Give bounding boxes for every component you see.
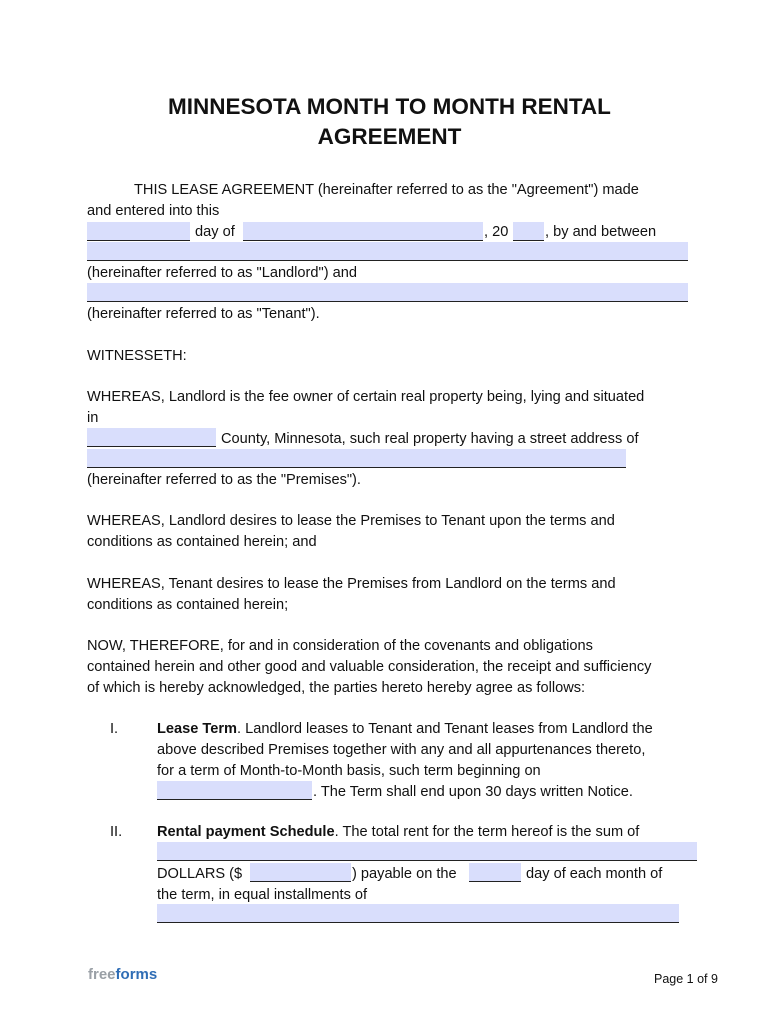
street-address-field[interactable] — [87, 449, 626, 468]
section-text: . The total rent for the term hereof is the sum of — [334, 824, 640, 840]
landlord-name-field[interactable] — [87, 242, 688, 261]
section-text: . The Term shall end upon 30 days written Notice. — [313, 784, 633, 800]
section-text: . Landlord leases to Tenant and Tenant leases from Landlord the — [237, 721, 653, 737]
whereas-text: WHEREAS, Landlord desires to lease the Premises to Tenant upon the terms and — [87, 513, 615, 529]
year-prefix-label: , 20 — [484, 224, 509, 240]
total-rent-amount-field[interactable] — [250, 863, 351, 882]
now-therefore-text: of which is hereby acknowledged, the parties hereto hereby agree as follows: — [87, 680, 586, 696]
lease-start-date-field[interactable] — [157, 781, 312, 800]
section-heading: Rental payment Schedule — [157, 824, 335, 840]
tenant-ref-text: (hereinafter referred to as "Tenant"). — [87, 306, 320, 322]
premises-ref-text: (hereinafter referred to as the "Premises"). — [87, 472, 361, 488]
dollars-label: DOLLARS ($ — [157, 866, 243, 882]
page-title: MINNESOTA MONTH TO MONTH RENTAL — [168, 94, 611, 119]
page-number: Page 1 of 9 — [654, 972, 718, 986]
day-of-label: day of — [195, 224, 235, 240]
intro-text: and entered into this — [87, 203, 220, 219]
county-text: County, Minnesota, such real property having a street address of — [221, 431, 639, 447]
whereas-text: WHEREAS, Tenant desires to lease the Premises from Landlord on the terms and — [87, 576, 616, 592]
now-therefore-text: contained herein and other good and valuable consideration, the receipt and sufficiency — [87, 659, 652, 675]
section-number: II. — [110, 824, 123, 840]
whereas-text: conditions as contained herein; — [87, 597, 289, 613]
intro-text: THIS LEASE AGREEMENT (hereinafter referred to as the "Agreement") made — [134, 182, 639, 198]
page-title-line2: AGREEMENT — [317, 124, 462, 149]
landlord-ref-text: (hereinafter referred to as "Landlord") and — [87, 265, 357, 281]
section-text: the term, in equal installments of — [157, 887, 368, 903]
section-rental-payment — [157, 823, 639, 841]
section-number: I. — [110, 721, 119, 737]
installment-amount-field[interactable] — [157, 904, 679, 923]
agreement-year-field[interactable] — [513, 222, 544, 241]
payment-day-field[interactable] — [469, 863, 521, 882]
section-lease-term — [157, 720, 653, 738]
whereas-text: in — [87, 410, 99, 426]
section-heading: Lease Term — [157, 721, 238, 737]
witnesseth-heading: WITNESSETH: — [87, 348, 187, 364]
county-field[interactable] — [87, 428, 216, 447]
freeforms-logo[interactable]: freeforms — [88, 966, 158, 983]
agreement-month-field[interactable] — [243, 222, 483, 241]
by-between-label: , by and between — [545, 224, 657, 240]
section-text: above described Premises together with any and all appurtenances thereto, — [157, 742, 646, 758]
now-therefore-text: NOW, THEREFORE, for and in consideration of the covenants and obligations — [87, 638, 593, 654]
section-text: for a term of Month-to-Month basis, such term beginning on — [157, 763, 541, 779]
agreement-day-field[interactable] — [87, 222, 190, 241]
tenant-name-field[interactable] — [87, 283, 688, 302]
total-rent-words-field[interactable] — [157, 842, 697, 861]
payable-label: ) payable on the — [352, 866, 457, 882]
whereas-text: conditions as contained herein; and — [87, 534, 317, 550]
whereas-text: WHEREAS, Landlord is the fee owner of certain real property being, lying and situated — [87, 389, 645, 405]
day-each-label: day of each month of — [526, 866, 663, 882]
